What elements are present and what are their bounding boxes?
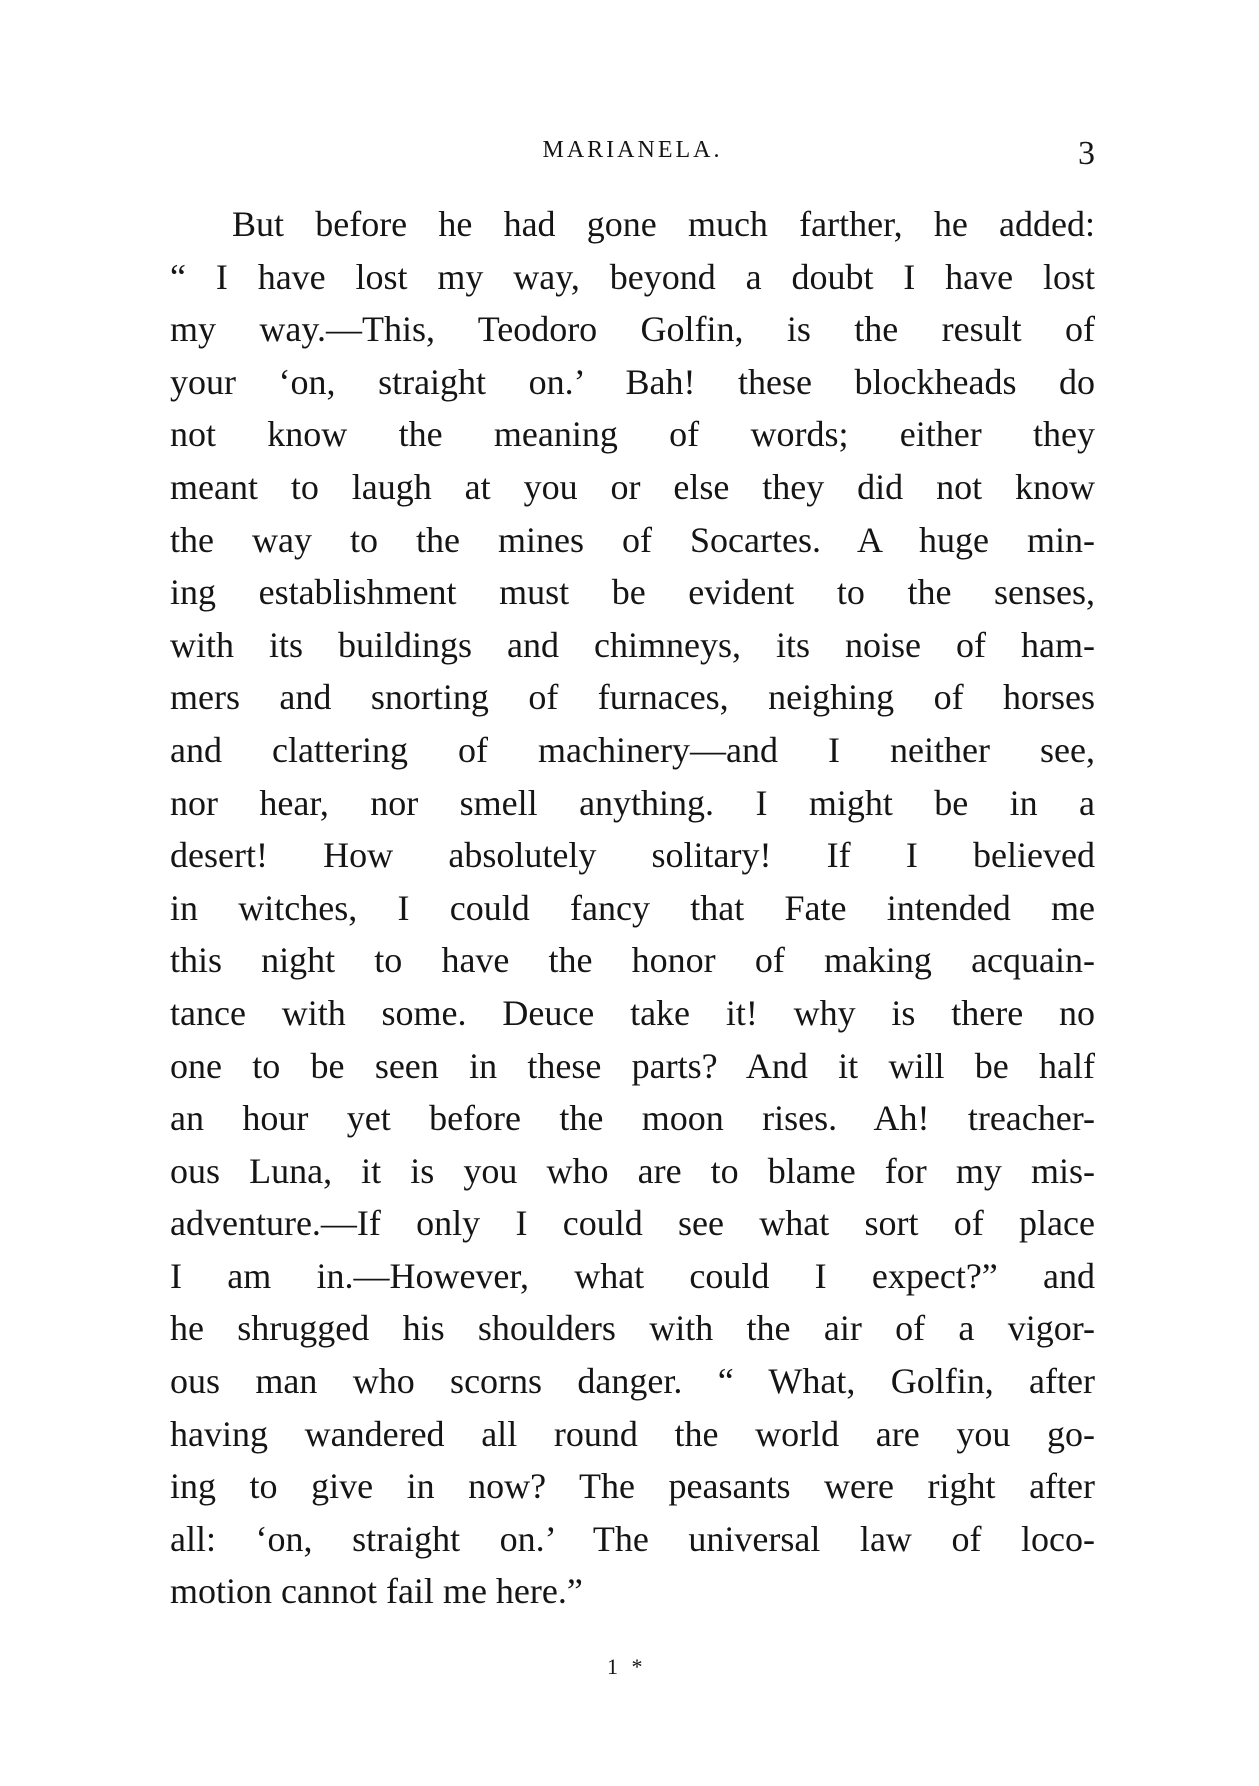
- text-line: ous Luna, it is you who are to blame for my mis-: [170, 1150, 1095, 1191]
- text-line: and clattering of machinery—and I neither see,: [170, 729, 1095, 770]
- text-line: “ I have lost my way, beyond a doubt I have lost: [170, 256, 1095, 297]
- text-line: one to be seen in these parts? And it will be half: [170, 1045, 1095, 1086]
- text-line: having wandered all round the world are you go-: [170, 1413, 1095, 1454]
- page-number: 3: [1078, 135, 1095, 172]
- text-line: my way.—This, Teodoro Golfin, is the result of: [170, 309, 1095, 350]
- text-line: motion cannot fail me here.”: [170, 1571, 583, 1612]
- text-line: all: ‘on, straight on.’ The universal law of loco-: [170, 1518, 1095, 1559]
- text-line: nor hear, nor smell anything. I might be in a: [170, 782, 1095, 823]
- running-head: [170, 130, 1095, 170]
- body-text: [170, 198, 1095, 1618]
- text-line: ous man who scorns danger. “ What, Golfin, after: [170, 1361, 1095, 1402]
- text-line: your ‘on, straight on.’ Bah! these blockheads do: [170, 361, 1095, 402]
- text-line: adventure.—If only I could see what sort of place: [170, 1203, 1095, 1244]
- text-line: this night to have the honor of making acquain-: [170, 940, 1095, 981]
- text-line: mers and snorting of furnaces, neighing of horses: [170, 677, 1095, 718]
- text-line: tance with some. Deuce take it! why is there no: [170, 992, 1095, 1033]
- text-line: with its buildings and chimneys, its noise of ham-: [170, 624, 1095, 665]
- text-line: in witches, I could fancy that Fate intended me: [170, 887, 1095, 928]
- text-line: desert! How absolutely solitary! If I believed: [170, 835, 1095, 876]
- text-line: I am in.—However, what could I expect?” and: [170, 1255, 1095, 1296]
- text-line: ing to give in now? The peasants were right after: [170, 1466, 1095, 1507]
- text-line: an hour yet before the moon rises. Ah! treacher-: [170, 1098, 1095, 1139]
- running-head-title: MARIANELA.: [542, 137, 723, 163]
- text-line: he shrugged his shoulders with the air of a vigor-: [170, 1308, 1095, 1349]
- signature-mark: 1 *: [607, 1654, 647, 1679]
- text-line: meant to laugh at you or else they did not know: [170, 466, 1095, 507]
- text-line: the way to the mines of Socartes. A huge min-: [170, 519, 1095, 560]
- text-line: But before he had gone much farther, he added:: [232, 204, 1095, 244]
- text-line: not know the meaning of words; either they: [170, 414, 1095, 455]
- text-line: ing establishment must be evident to the senses,: [170, 572, 1095, 613]
